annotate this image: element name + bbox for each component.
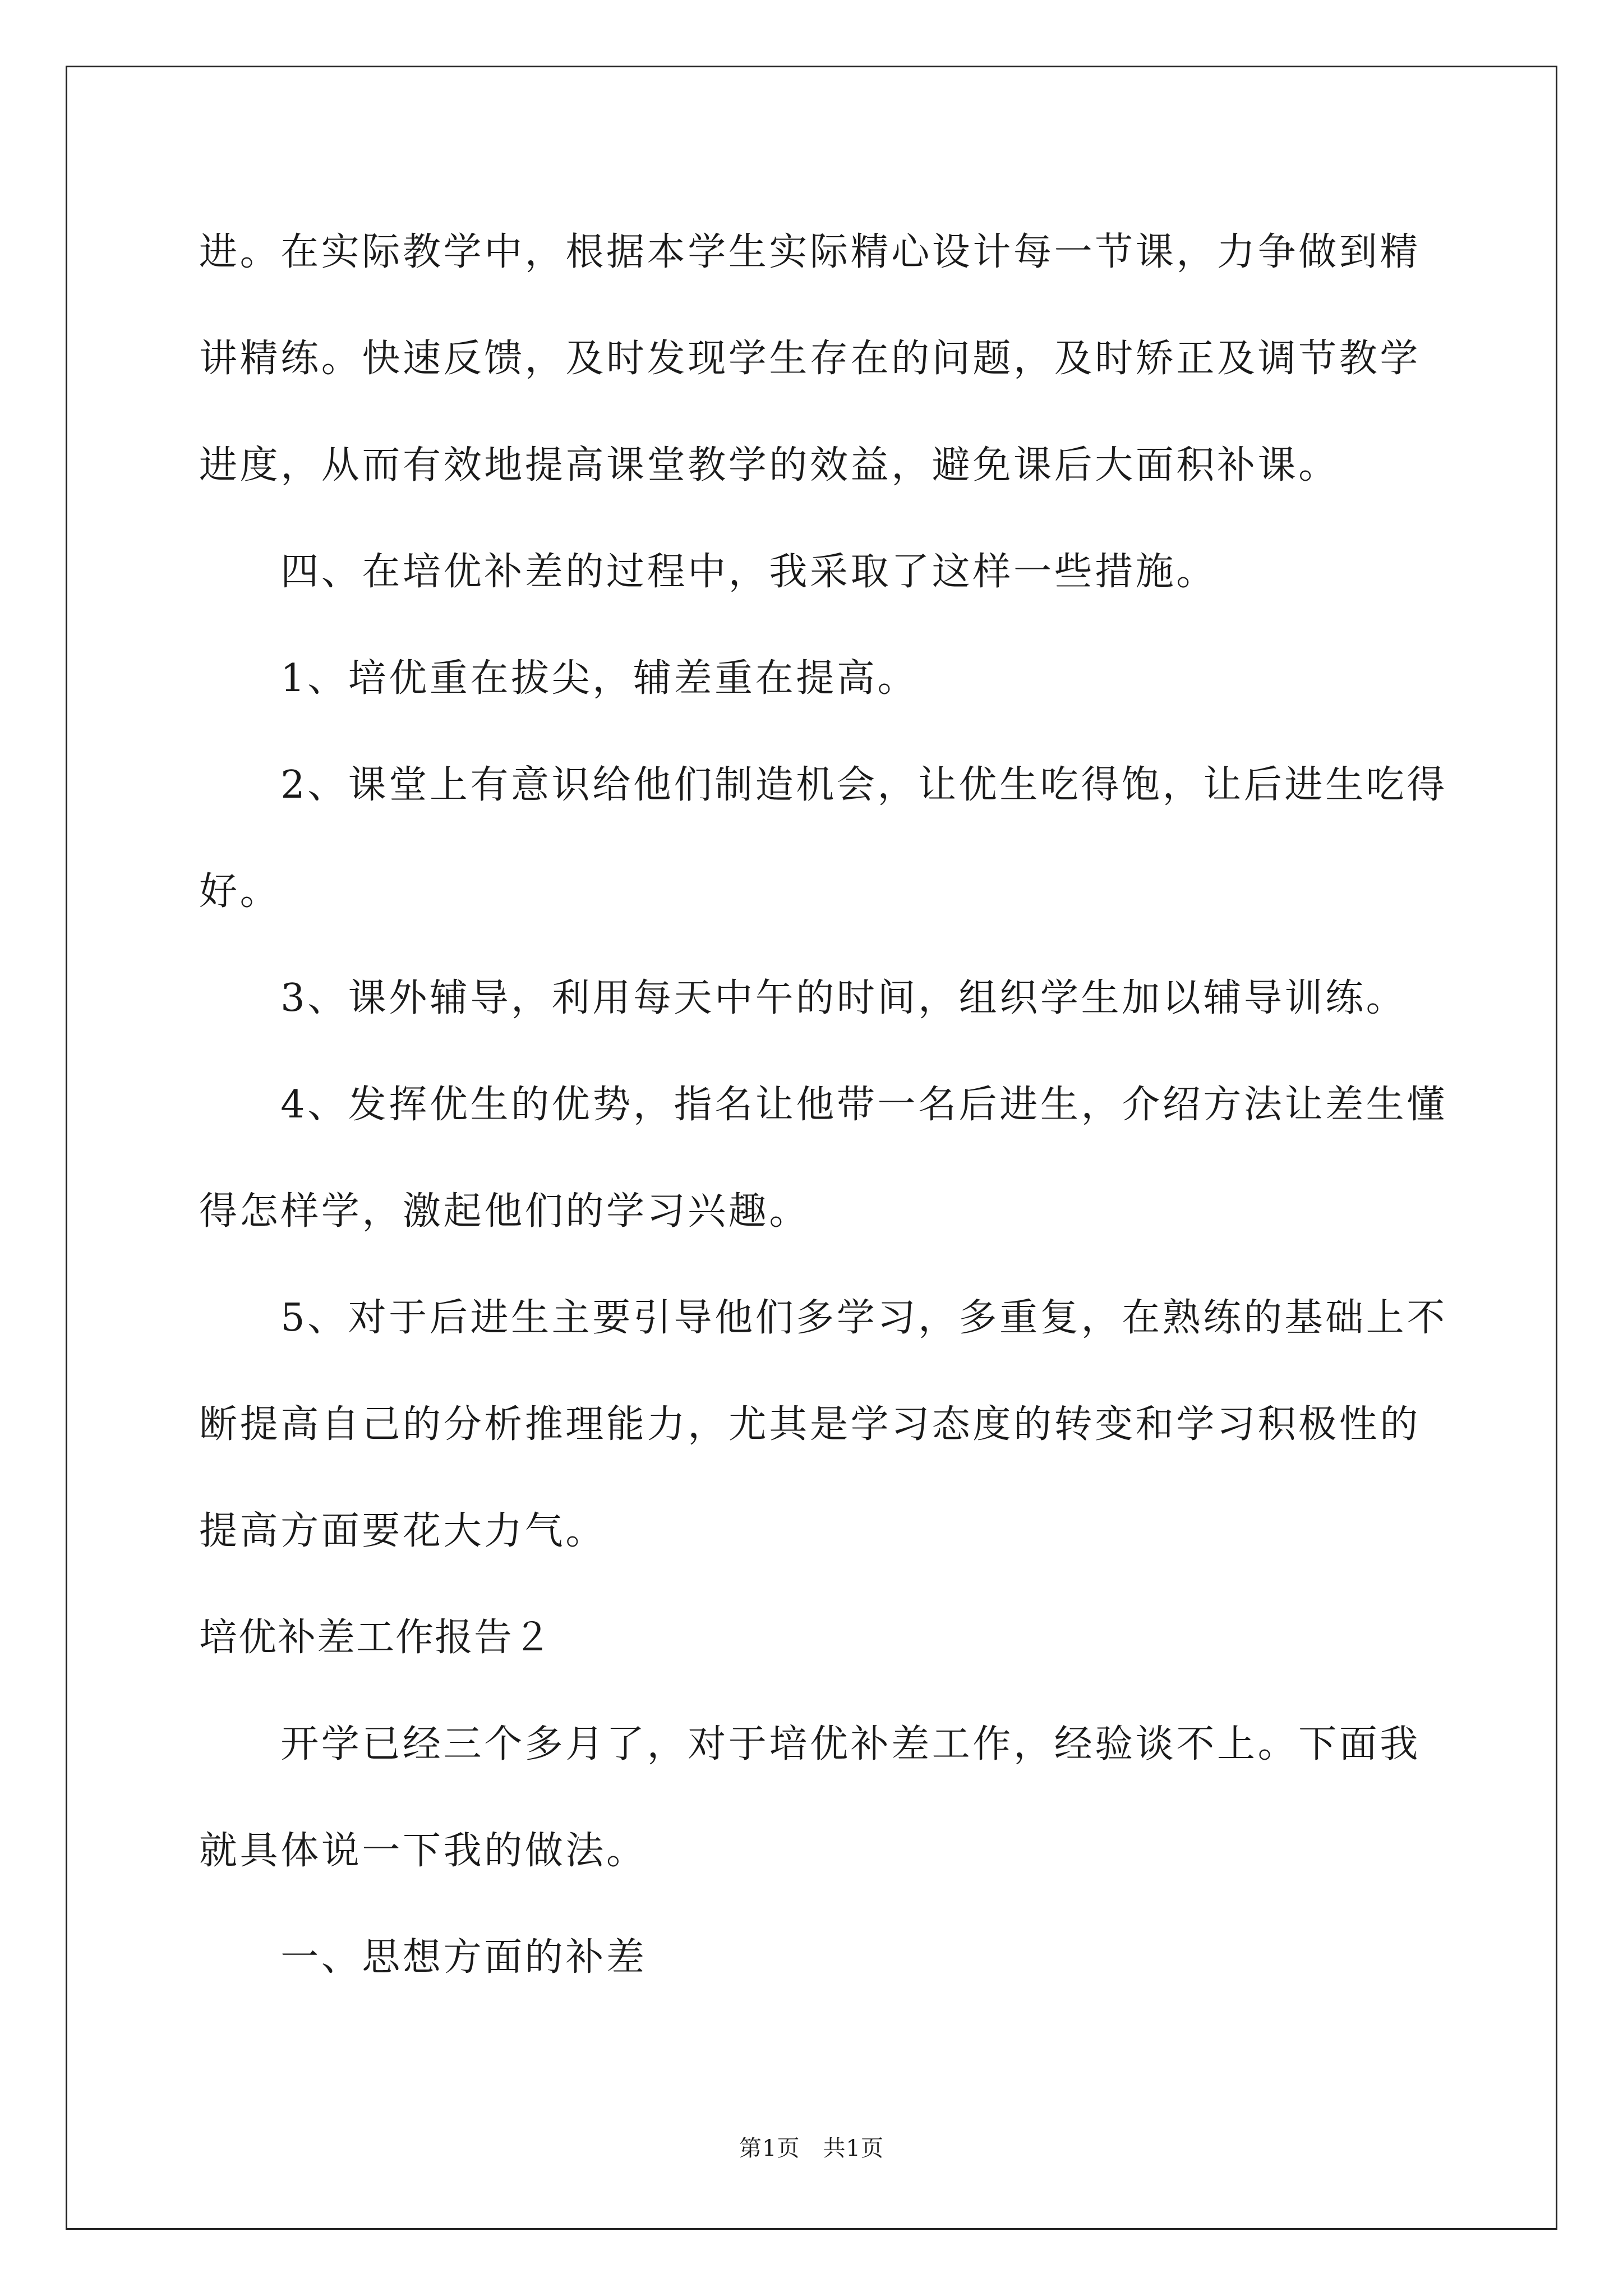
list-item-2: 2、课堂上有意识给他们制造机会，让优生吃得饱，让后进生吃得 [199, 763, 1447, 807]
text-line: 讲精练。快速反馈，及时发现学生存在的问题，及时矫正及调节教学 [199, 337, 1421, 381]
section-heading-four: 四、在培优补差的过程中，我采取了这样一些措施。 [199, 550, 1218, 594]
text-line: 开学已经三个多月了，对于培优补差工作，经验谈不上。下面我 [199, 1722, 1421, 1766]
text-line: 就具体说一下我的做法。 [199, 1829, 647, 1873]
page-number-footer: 第1页 共1页 [739, 2136, 884, 2161]
text-line: 断提高自己的分析推理能力，尤其是学习态度的转变和学习积极性的 [199, 1402, 1421, 1447]
text-line: 进。在实际教学中，根据本学生实际精心设计每一节课，力争做到精 [199, 230, 1421, 274]
list-item-3: 3、课外辅导，利用每天中午的时间，组织学生加以辅导训练。 [199, 976, 1407, 1020]
list-item-4: 4、发挥优生的优势，指名让他带一名后进生，介绍方法让差生懂 [199, 1083, 1447, 1127]
list-item-1: 1、培优重在拔尖，辅差重在提高。 [199, 656, 919, 701]
text-line: 进度，从而有效地提高课堂教学的效益，避免课后大面积补课。 [199, 443, 1339, 487]
page-border [66, 66, 1557, 2230]
report-title: 培优补差工作报告２ [199, 1616, 553, 1660]
section-heading-one: 一、思想方面的补差 [199, 1935, 647, 1980]
text-line: 好。 [199, 869, 281, 914]
text-line: 提高方面要花大力气。 [199, 1509, 607, 1553]
text-line: 得怎样学，激起他们的学习兴趣。 [199, 1189, 810, 1234]
list-item-5: 5、对于后进生主要引导他们多学习，多重复，在熟练的基础上不 [199, 1296, 1447, 1340]
